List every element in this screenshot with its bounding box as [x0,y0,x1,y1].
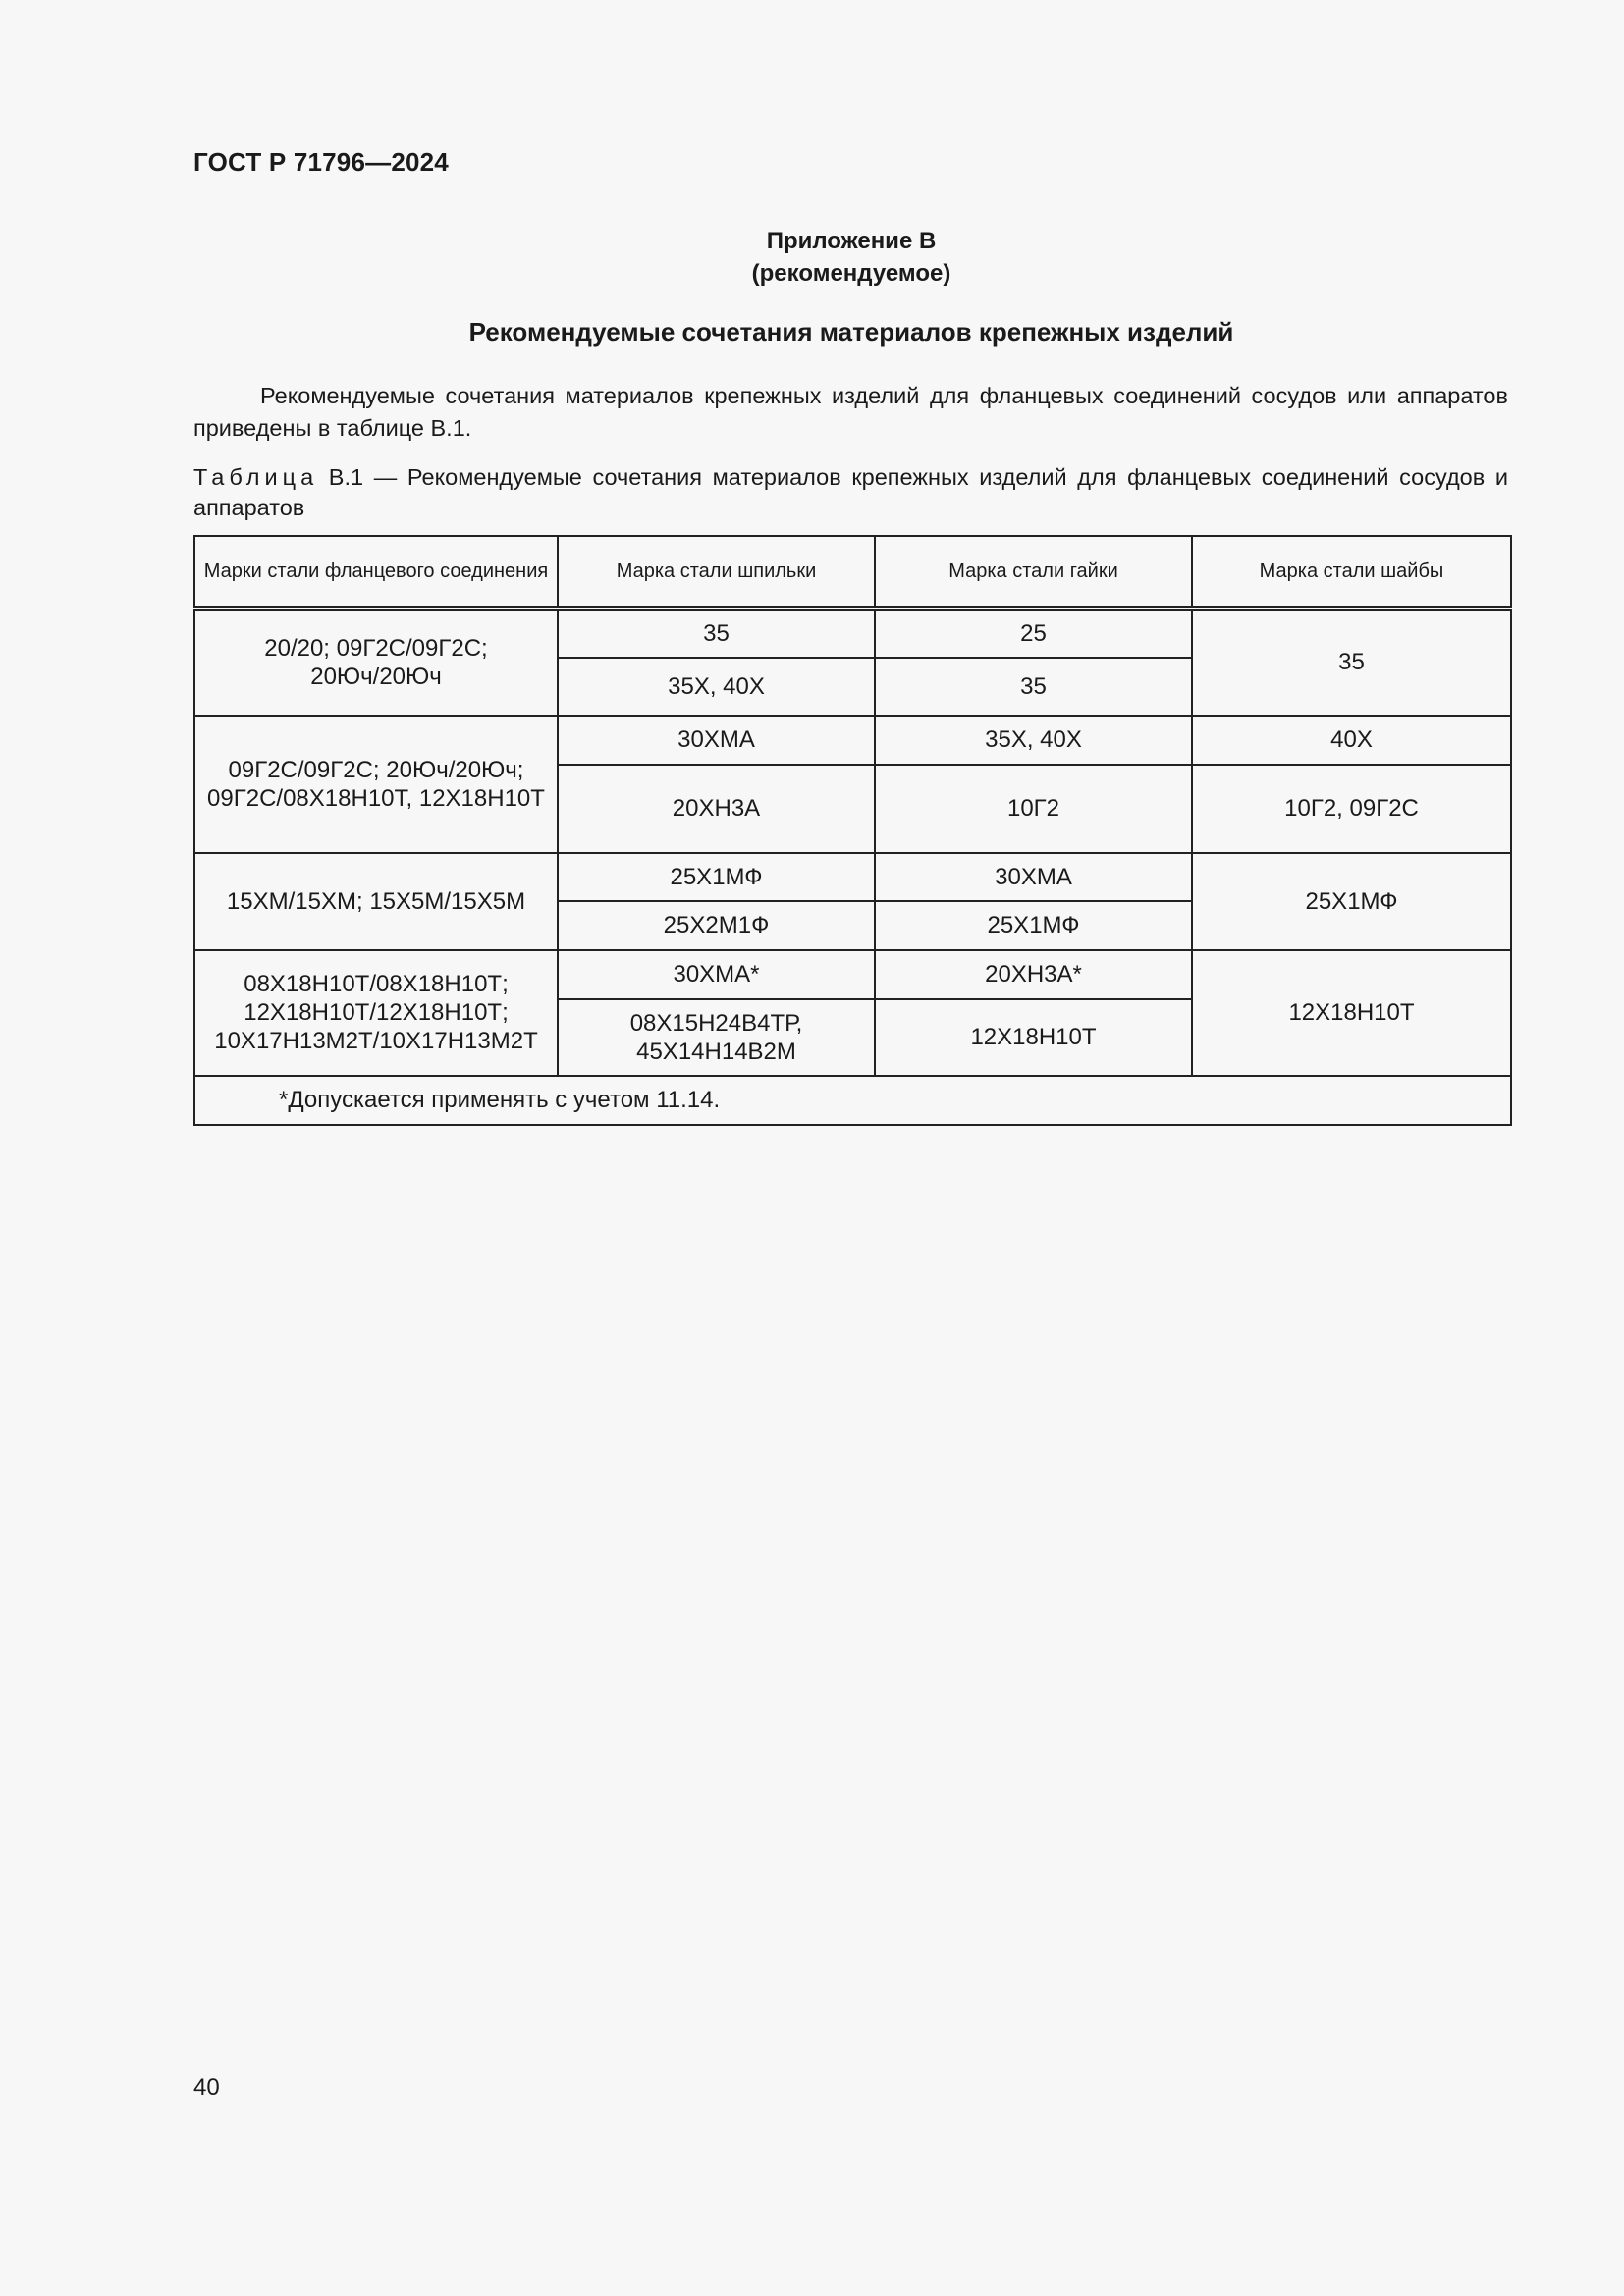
flange-cell: 08Х18Н10Т/08Х18Н10Т; 12Х18Н10Т/12Х18Н10Т; 10Х17Н13М2Т/10Х17Н13М2Т [194,950,558,1076]
nut-cell: 10Г2 [875,765,1192,853]
column-header-stud: Марка стали шпильки [558,536,875,609]
nut-cell: 12Х18Н10Т [875,999,1192,1076]
washer-cell: 40Х [1192,716,1511,765]
section-heading: Рекомендуемые сочетания материалов крепежных изделий [468,317,1234,347]
nut-cell: 20ХН3А* [875,950,1192,999]
page-number: 40 [193,2074,220,2101]
flange-cell: 09Г2С/09Г2С; 20Юч/20Юч; 09Г2С/08Х18Н10Т, 12Х18Н10Т [194,716,558,853]
stud-cell: 30ХМА [558,716,875,765]
table-caption-label: Таблица [193,464,319,490]
table-row [194,609,1511,658]
table-row [194,853,1511,901]
stud-cell: 30ХМА* [558,950,875,999]
stud-cell: 08Х15Н24В4ТР, 45Х14Н14В2М [558,999,875,1076]
stud-cell: 25Х1МФ [558,853,875,901]
stud-cell: 35Х, 40Х [558,658,875,716]
washer-cell: 10Г2, 09Г2С [1192,765,1511,853]
flange-cell: 20/20; 09Г2С/09Г2С; 20Юч/20Юч [194,609,558,716]
nut-cell: 35 [875,658,1192,716]
nut-cell: 25Х1МФ [875,901,1192,950]
table-footnote-row [194,1076,1511,1125]
table-caption-text: В.1 — Рекомендуемые сочетания материалов крепежных изделий для фланцевых соединений сосудов и аппаратов [193,464,1508,520]
stud-cell: 20ХН3А [558,765,875,853]
column-header-washer: Марка стали шайбы [1192,536,1511,609]
washer-cell: 25Х1МФ [1192,853,1511,950]
intro-paragraph: Рекомендуемые сочетания материалов крепежных изделий для фланцевых соединений сосудов или аппаратов приведены в таблице В.1. [193,383,1508,441]
steel-combinations-table [193,535,1512,1126]
stud-cell: 25Х2М1Ф [558,901,875,950]
nut-cell: 30ХМА [875,853,1192,901]
table-footnote: *Допускается применять с учетом 11.14. [194,1076,1511,1125]
appendix-status: (рекомендуемое) [751,260,951,287]
washer-cell: 12Х18Н10Т [1192,950,1511,1076]
table-row [194,950,1511,999]
column-header-flange: Марки стали фланцевого соединения [194,536,558,609]
stud-cell: 35 [558,609,875,658]
table-header-row [194,536,1511,609]
column-header-nut: Марка стали гайки [875,536,1192,609]
flange-cell: 15ХМ/15ХМ; 15Х5М/15Х5М [194,853,558,950]
nut-cell: 25 [875,609,1192,658]
appendix-title-block [0,225,1624,290]
washer-cell: 35 [1192,609,1511,716]
nut-cell: 35Х, 40Х [875,716,1192,765]
table-row [194,716,1511,765]
document-code: ГОСТ Р 71796—2024 [193,147,449,177]
appendix-title: Приложение В [766,228,937,254]
table-caption [193,462,1508,523]
